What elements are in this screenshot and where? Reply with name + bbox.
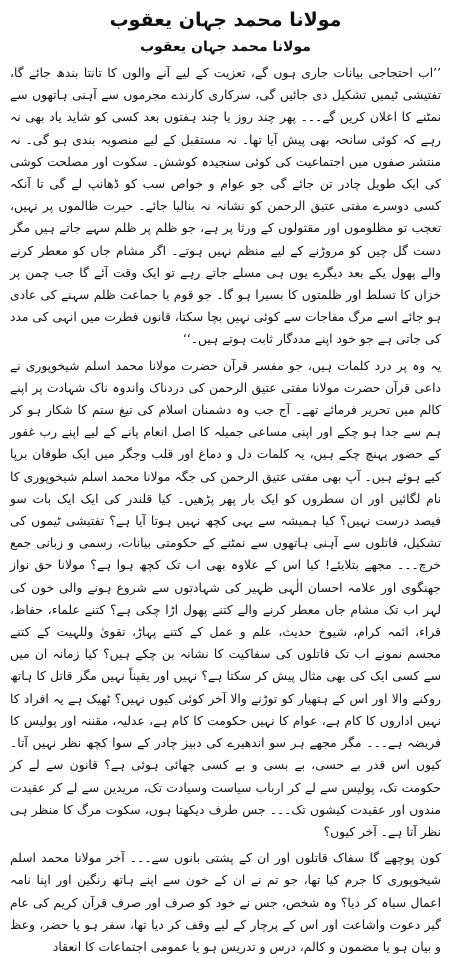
article-paragraph-1: ’’اب احتجاجی بیانات جاری ہوں گے، تعزیت کے لیے آنے والوں کا تانتا بندھ جائے گا، تفتیشی ٹیمیں تشکیل دی جائیں گی، سرکاری کارندے مجرموں سے آہنی ہاتھوں سے نمٹنے کا اعلان کریں گے۔۔۔ پھر چند روز یا چند ہفتوں بعد کسی کو شاید یاد بھی نہ رہے کہ کوئی سانحہ بھی پیش آیا تھا۔ نہ مستقبل کے لیے منصوبہ بندی ہو گی۔ نہ منتشر صفوں میں اجتماعیت کی کوئی سنجیدہ کوشش۔ سکوت اور مصلحت کوشی کی ایک طویل چادر تن جائے گی جو عوام و خواص سب کو ڈھانپ لے گی تا آنکہ کسی دوسرے مفتی عتیق الرحمن کو نشانہ نہ بنالیا جائے۔ حیرت ظالموں پر نہیں، تعجب تو مظلوموں اور مقتولوں کے ورثا پر ہے، جو ظلم پر ظلم سہے جاتے ہیں مگر دست گل چیں کو مروڑنے کے لیے منظم نہیں ہوتے۔ اگر مشام جاں کو معطر کرنے والے پھول یکے بعد دیگرے یوں ہی مسلے جاتے رہے تو ایک وقت آئے گا جب چمن پر خزاں کا تسلط اور ظلمتوں کا بسیرا ہو گا۔ جو قوم یا جماعت ظلم سہنے کی عادی ہو جائے اسے مرگ مفاجات سے کوئی نہیں بچا سکتا، قانون فطرت میں انہی کی مدد کی جاتی ہے جو خود اپنے مددگار ثابت ہوتے ہیں۔‘‘ xyxy=(10,66,441,347)
article-paragraph-2: یہ وہ پر درد کلمات ہیں، جو مفسر قرآن حضرت مولانا محمد اسلم شیخوپوری نے داعی قرآن حضرت مولانا مفتی عتیق الرحمن کی دردناک واندوہ ناک شہادت پر اپنے کالم میں تحریر فرمائے تھے۔ آج جب وہ دشمنان اسلام کی تیغ ستم کا شکار ہو کر ہم سے جدا ہو چکے اور اپنی مساعی جمیلہ کا اصل انعام پانے کے لیے اپنے رب غفور کے حضور پہنچ چکے ہیں، یہ کلمات دل و دماغ اور قلب وجگر میں ایک طوفان برپا کیے ہوئے ہیں۔ آپ بھی مفتی عتیق الرحمن کی جگہ مولانا محمد اسلم شیخوپوری کا نام لگائیں اور ان سطروں کو ایک بار پھر پڑھیں۔ کیا قلندر کی ایک ایک بات سو فیصد درست نہیں؟ کیا ہمیشہ سے یہی کچھ نہیں ہوتا آیا ہے؟ تفتیشی ٹیموں کی تشکیل، قاتلوں سے آہنی ہاتھوں سے نمٹنے کے حکومتی بیانات، رسمی و زبانی جمع خرچ۔۔۔ مجھے بتلایئے! کیا اس کے علاوہ بھی اب تک کچھ ہوا ہے؟ مولانا حق نواز جھنگوی اور علامہ احسان الٰہی ظہیر کی شہادتوں سے شروع ہونے والی خون کی لہر اب تک مشام جاں معطر کرنے والے کتنے پھول اڑا چکی ہے؟ کتنے علماء، حفاظ، قراء، ائمہ کرام، شیوخ حدیث، علم و عمل کے کتنے پہاڑ، تقویٰ وللہیت کے کتنے مجسم نمونے اب تک قاتلوں کی سفاکیت کا نشانہ بن چکے ہیں؟ کیا زمانہ ان میں سے کسی ایک کی بھی مثال پیش کر سکتا ہے؟ نہیں اور یقیناً نہیں مگر قاتل کا ہاتھ روکنے والا اور اس کے ہتھیار کو توڑنے والا آخر کوئی کیوں نہیں؟ ٹھیک ہے یہ افراد کا نہیں اداروں کا کام ہے، عوام کا نہیں حکومت کا کام ہے، عدلیہ، مقننہ اور پولیس کا فریضہ ہے۔۔۔ مگر مجھے ہر سو اندھیرے کی دبیز چادر کے سوا کچھ نظر نہیں آتا۔ کیوں اس قدر بے حسی، بے بسی و بے کسی چھائی ہوئی ہے؟ قانون سے لے کر حکومت تک، پولیس سے لے کر ارباب سیاست وسیادت تک، مریدین سے لے کر عقیدت مندوں اور عقیدت کیشوں تک۔۔۔ جس طرف دیکھتا ہوں، سکوت مرگ کا منظر ہی نظر آتا ہے۔ آخر کیوں؟ xyxy=(10,358,441,839)
article-paragraph-3: کون پوچھے گا سفاک قاتلوں اور ان کے پشتی بانوں سے۔۔۔ آخر مولانا محمد اسلم شیخوپوری کا جرم کیا تھا، جو تم نے ان کے خون سے اپنے ہاتھ رنگین اور اپنا نامہ اعمال سیاہ کر دیا؟ وہ شخص، جس نے خود کو صرف اور صرف قرآن کریم کی عام گیر دعوت واشاعت اور اس کے پرچار کے لیے وقف کر دیا تھا، سفر ہو یا حضر، وعظ و بیان ہو یا مضمون و کالم، درس و تدریس ہو یا عمومی اجتماعات کا انعقاد xyxy=(10,851,441,954)
article-byline: مولانا محمد جہان یعقوب xyxy=(140,39,311,55)
article-title: مولانا محمد جہان یعقوب xyxy=(109,9,342,31)
